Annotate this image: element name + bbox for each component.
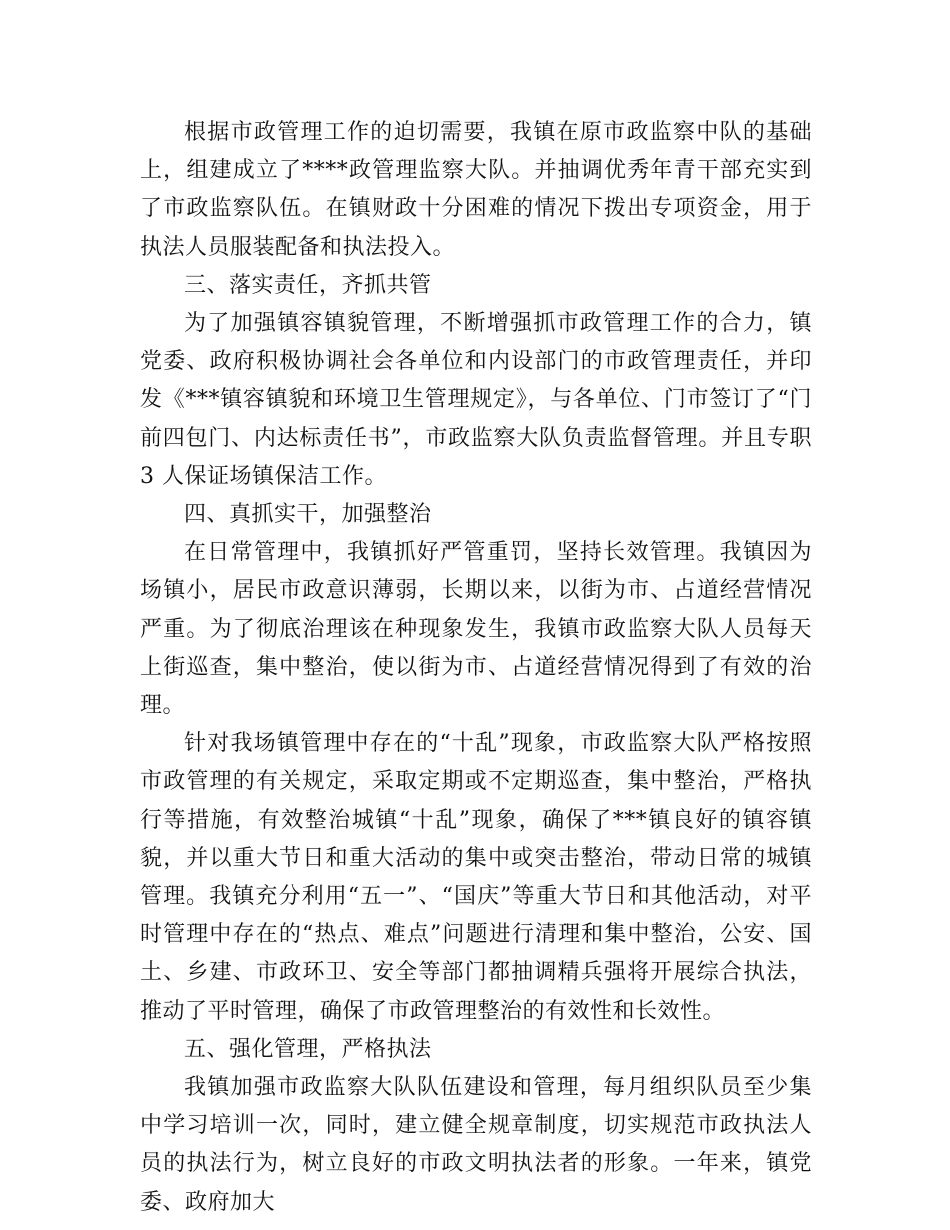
section-heading-5: 五、强化管理，严格执法 (184, 1036, 432, 1062)
section-heading-4: 四、真抓实干，加强整治 (184, 502, 432, 528)
paragraph-responsibility: 为了加强镇容镇貌管理，不断增强抓市政管理工作的合力，镇党委、政府积极协调社会各单位和内设部门的市政管理责任，并印发《***镇容镇貌和环境卫生管理规定》，与各单位、门市签订了“门前四包门、内达标责任书”，市政监察大队负责监督管理。并且专职 3 人保证场镇保洁工作。 (140, 311, 812, 489)
paragraph-team-building: 我镇加强市政监察大队队伍建设和管理，每月组织队员至少集中学习培训一次，同时，建立健全规章制度，切实规范市政执法人员的执法行为，树立良好的市政文明执法者的形象。一年来，镇党委、政府加大 (140, 1075, 812, 1215)
section-heading-3: 三、落实责任，齐抓共管 (184, 272, 432, 298)
paragraph-daily-management: 在日常管理中，我镇抓好严管重罚，坚持长效管理。我镇因为场镇小，居民市政意识薄弱，长期以来，以街为市、占道经营情况严重。为了彻底治理该在种现象发生，我镇市政监察大队人员每天上街巡查，集中整治，使以街为市、占道经营情况得到了有效的治理。 (140, 540, 812, 719)
document-body (140, 114, 812, 1222)
paragraph-establish-team: 根据市政管理工作的迫切需要，我镇在原市政监察中队的基础上，组建成立了****政管理监察大队。并抽调优秀年青干部充实到了市政监察队伍。在镇财政十分困难的情况下拨出专项资金，用于执法人员服装配备和执法投入。 (140, 120, 812, 260)
paragraph-ten-disorders: 针对我场镇管理中存在的“十乱”现象，市政监察大队严格按照市政管理的有关规定，采取定期或不定期巡查，集中整治，严格执行等措施，有效整治城镇“十乱”现象，确保了***镇良好的镇容镇貌，并以重大节日和重大活动的集中或突击整治，带动日常的城镇管理。我镇充分利用“五一”、“国庆”等重大节日和其他活动，对平时管理中存在的“热点、难点”问题进行清理和集中整治，公安、国土、乡建、市政环卫、安全等部门都抽调精兵强将开展综合执法，推动了平时管理，确保了市政管理整治的有效性和长效性。 (140, 731, 812, 1024)
